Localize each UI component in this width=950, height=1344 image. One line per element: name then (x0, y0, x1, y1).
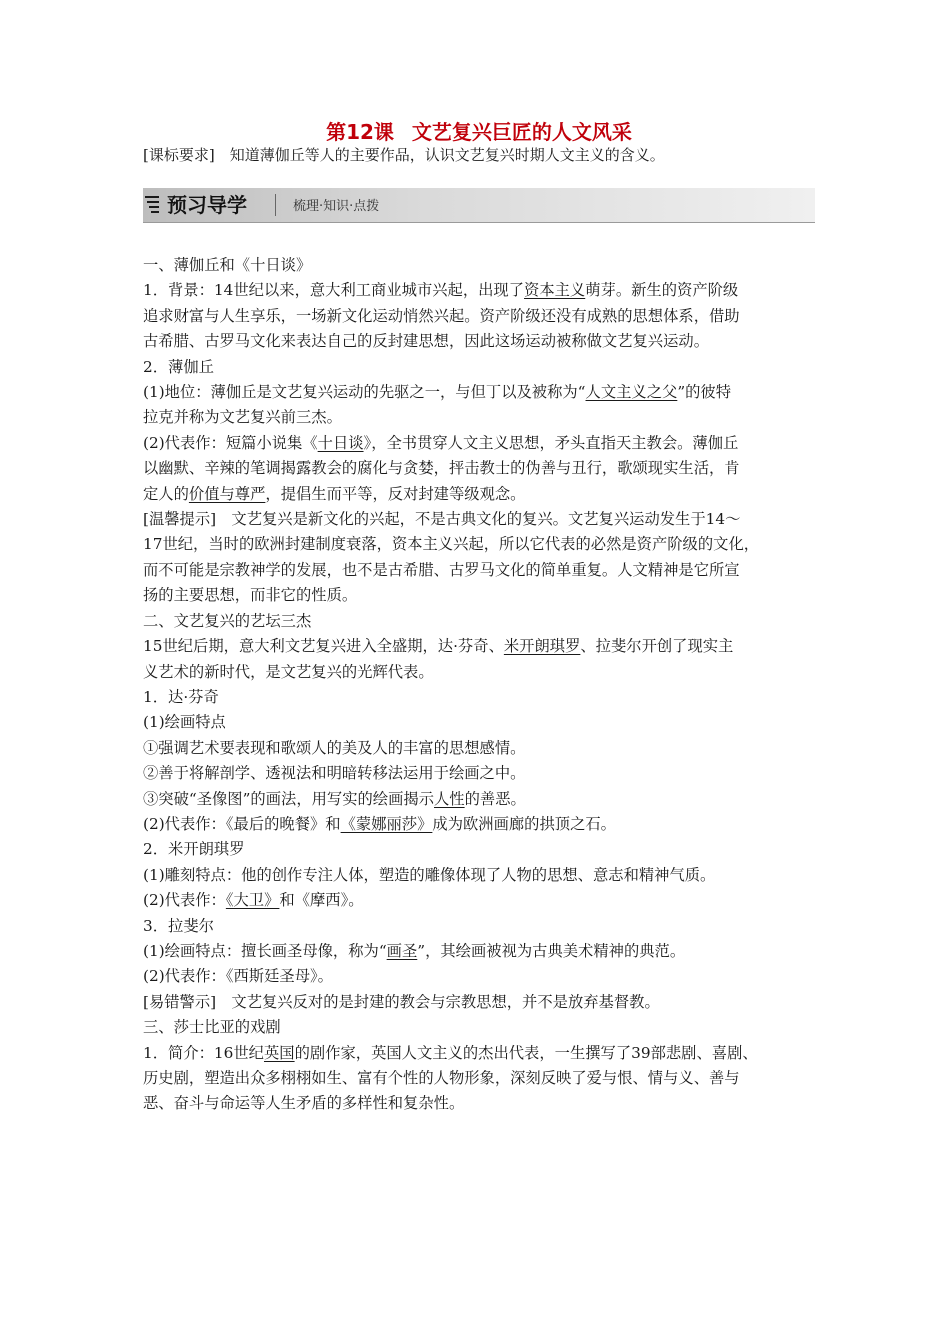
body-line: 而不可能是宗教神学的发展，也不是古希腊、古罗马文化的简单重复。人文精神是它所宣 (143, 560, 740, 579)
lesson-name: 文艺复兴巨匠的人文风采 (411, 120, 632, 144)
body-line (143, 482, 815, 507)
line-text: (2)代表作： (143, 891, 226, 910)
preview-guide-banner (143, 188, 815, 223)
line-text: 萌芽。新生的资产阶级 (585, 281, 739, 300)
body-line (143, 1041, 815, 1066)
body-line (143, 380, 815, 405)
underlined-answer: 人性 (434, 789, 465, 808)
body-line (143, 278, 815, 303)
underlined-answer: 《大卫》 (225, 891, 280, 910)
line-text: 1．简介：16世纪 (143, 1043, 264, 1062)
body-line (143, 812, 815, 837)
body-line (143, 888, 815, 913)
underlined-answer: 十日谈 (317, 433, 364, 452)
body-line: 2．米开朗琪罗 (143, 840, 245, 859)
body-line: (1)绘画特点 (143, 713, 226, 732)
body-line: (2)代表作：《西斯廷圣母》。 (143, 967, 333, 986)
line-text: ”的彼特 (677, 383, 732, 402)
lesson-body (143, 253, 815, 1117)
body-line (143, 787, 815, 812)
body-line: ①强调艺术要表现和歌颂人的美及人的丰富的思想感情。 (143, 738, 526, 757)
body-line: 以幽默、辛辣的笔调揭露教会的腐化与贪婪，抨击教士的伪善与丑行，歌颂现实生活，肯 (143, 459, 740, 478)
body-line: 恶、奋斗与命运等人生矛盾的多样性和复杂性。 (143, 1094, 465, 1113)
body-line: 历史剧，塑造出众多栩栩如生、富有个性的人物形象，深刻反映了爱与恨、情与义、善与 (143, 1069, 740, 1087)
page-title (143, 118, 815, 146)
line-text: 的善恶。 (464, 789, 526, 808)
body-line: 扬的主要思想，而非它的性质。 (143, 586, 358, 605)
underlined-answer: 英国 (263, 1043, 295, 1062)
curriculum-requirement: [课标要求] 知道薄伽丘等人的主要作品，认识文艺复兴时期人文主义的含义。 (143, 146, 665, 164)
line-text: (2)代表作：《最后的晚餐》和 (143, 814, 341, 833)
body-line: 3．拉斐尔 (143, 916, 214, 935)
line-text: 的剧作家，英国人文主义的杰出代表，一生撰写了39部悲剧、喜剧、 (294, 1043, 758, 1062)
banner-divider (275, 194, 276, 216)
body-line: 义艺术的新时代，是文艺复兴的光辉代表。 (143, 662, 434, 681)
body-line: 三、莎士比亚的戏剧 (143, 1018, 281, 1037)
body-line: (1)雕刻特点：他的创作专注人体，塑造的雕像体现了人物的思想、意志和精神气质。 (143, 865, 716, 884)
line-text: (2)代表作：短篇小说集《 (143, 433, 318, 452)
body-line: 古希腊、古罗马文化来表达自己的反封建思想，因此这场运动被称做文艺复兴运动。 (143, 332, 709, 351)
lesson-number: 第12课 (326, 120, 394, 144)
underlined-answer: 资本主义 (524, 281, 586, 300)
underlined-answer: 画圣 (386, 941, 418, 960)
line-text: 定人的 (143, 484, 189, 503)
body-line: 一、薄伽丘和《十日谈》 (143, 256, 312, 274)
line-text: 15世纪后期，意大利文艺复兴进入全盛期，达·芬奇、 (143, 637, 504, 656)
line-text: 和《摩西》。 (279, 891, 364, 910)
underlined-answer: 人文主义之父 (585, 383, 678, 402)
body-line: 二、文艺复兴的艺坛三杰 (143, 611, 312, 630)
line-text: (1)地位：薄伽丘是文艺复兴运动的先驱之一，与但丁以及被称为“ (143, 383, 586, 402)
body-line (143, 634, 815, 659)
underlined-answer: 价值与尊严 (188, 484, 266, 503)
underlined-answer: 米开朗琪罗 (503, 637, 581, 656)
line-text: 1．背景：14世纪以来，意大利工商业城市兴起，出现了 (143, 281, 525, 300)
banner-label: 预习导学 (167, 193, 247, 217)
body-line: 1．达·芬奇 (143, 687, 219, 706)
body-line: [温馨提示] 文艺复兴是新文化的兴起，不是古典文化的复兴。文艺复兴运动发生于14～ (143, 510, 741, 529)
body-line: 拉克并称为文艺复兴前三杰。 (143, 408, 342, 427)
line-text: ，提倡生而平等，反对封建等级观念。 (265, 484, 526, 503)
body-line (143, 431, 815, 456)
document-page (143, 118, 815, 1117)
line-text: 、拉斐尔开创了现实主 (580, 637, 734, 656)
line-text: ③突破“圣像图”的画法，用写实的绘画揭示 (143, 789, 434, 808)
underlined-answer: 《蒙娜丽莎》 (340, 814, 433, 833)
line-text: 成为欧洲画廊的拱顶之石。 (432, 814, 616, 833)
body-line: 2．薄伽丘 (143, 357, 214, 376)
body-line (143, 939, 815, 964)
line-text: (1)绘画特点：擅长画圣母像，称为“ (143, 941, 387, 960)
body-line: 追求财富与人生享乐，一场新文化运动悄然兴起。资产阶级还没有成熟的思想体系，借助 (143, 306, 740, 325)
line-text: ”，其绘画被视为古典美术精神的典范。 (417, 941, 686, 960)
banner-stripes-icon (145, 196, 159, 212)
body-line: 17世纪，当时的欧洲封建制度衰落，资本主义兴起，所以它代表的必然是资产阶级的文化， (143, 535, 760, 554)
body-line: [易错警示] 文艺复兴反对的是封建的教会与宗教思想，并不是放弃基督教。 (143, 992, 660, 1011)
line-text: 》，全书贯穿人文主义思想，矛头直指天主教会。薄伽丘 (363, 433, 739, 452)
banner-subtitle: 梳理·知识·点拨 (293, 199, 380, 214)
body-line: ②善于将解剖学、透视法和明暗转移法运用于绘画之中。 (143, 764, 526, 783)
